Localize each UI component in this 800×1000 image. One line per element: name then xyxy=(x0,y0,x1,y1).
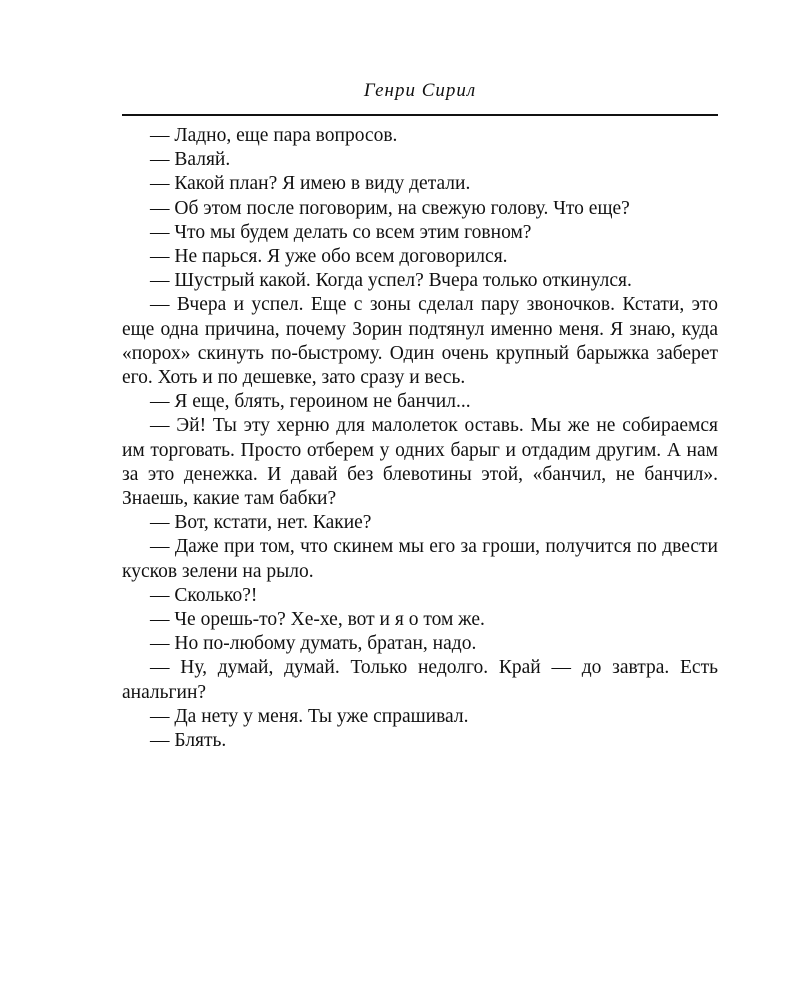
paragraph: — Что мы будем делать со всем этим говном? xyxy=(150,221,532,243)
paragraph: — Ну, думай, думай. Только недолго. Край — до завтра. Есть анальгин? xyxy=(122,657,718,703)
paragraph: — Ладно, еще пара вопросов. xyxy=(150,125,398,146)
paragraph: — Даже при том, что скинем мы его за гроши, получится по двести кусков зелени на рыло. xyxy=(122,536,718,582)
paragraph: — Эй! Ты эту херню для малолеток оставь. Мы же не собираемся им торговать. Просто отберем у одних барыг и отдадим другим. А нам за это денежка. И давай без блевотины этой, «банчил, не банчил». Знаешь, какие там бабки? xyxy=(122,415,718,510)
paragraph: — Валяй. xyxy=(150,149,231,171)
paragraph: — Вот, кстати, нет. Какие? xyxy=(150,512,372,534)
header-rule xyxy=(122,114,718,116)
paragraph: — Сколько?! xyxy=(150,584,258,606)
paragraph: — Не парься. Я уже обо всем договорился. xyxy=(150,246,508,268)
paragraph: — Че орешь-то? Хе-хе, вот и я о том же. xyxy=(150,609,485,631)
paragraph: — Вчера и успел. Еще с зоны сделал пару звоночков. Кстати, это еще одна причина, почему Зорин подтянул именно меня. Я знаю, куда «порох» скинуть по-быстрому. Один очень крупный барыжка заберет его. Хоть и по дешевке, зато сразу и весь. xyxy=(122,294,718,389)
paragraph: — Об этом после поговорим, на свежую голову. Что еще? xyxy=(150,197,630,219)
body-text xyxy=(122,124,718,753)
paragraph: — Шустрый какой. Когда успел? Вчера только откинулся. xyxy=(150,270,632,292)
paragraph: — Да нету у меня. Ты уже спрашивал. xyxy=(150,705,469,727)
paragraph: — Я еще, блять, героином не банчил... xyxy=(150,391,471,413)
paragraph: — Какой план? Я имею в виду детали. xyxy=(150,173,471,195)
paragraph: — Блять. xyxy=(150,730,227,752)
paragraph: — Но по-любому думать, братан, надо. xyxy=(150,633,477,655)
running-head-title: Генри Сирил xyxy=(363,80,477,101)
